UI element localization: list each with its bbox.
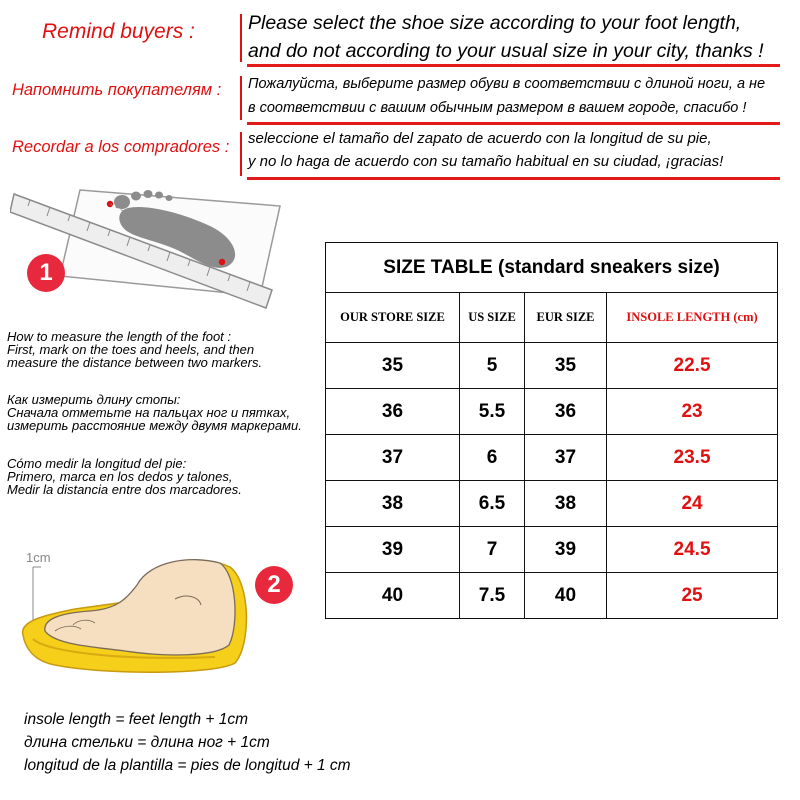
instruction-es-line1: Primero, marca en los dedos y talones, bbox=[7, 469, 233, 484]
store-size-cell: 40 bbox=[326, 573, 460, 619]
table-row bbox=[326, 573, 778, 619]
instruction-es-line2: Medir la distancia entre dos marcadores. bbox=[7, 482, 242, 497]
instructions-es bbox=[7, 457, 242, 496]
us-size-cell: 6.5 bbox=[460, 481, 525, 527]
notice-en-line1: Please select the shoe size according to your foot length, bbox=[248, 12, 742, 34]
instruction-ru-title: Как измерить длину стопы: bbox=[7, 392, 181, 407]
separator-en bbox=[240, 14, 242, 62]
store-size-cell: 39 bbox=[326, 527, 460, 573]
table-row bbox=[326, 389, 778, 435]
instructions-en bbox=[7, 330, 262, 369]
measure-1cm-label: 1cm bbox=[26, 550, 51, 565]
eur-size-cell: 36 bbox=[525, 389, 607, 435]
us-size-cell: 7.5 bbox=[460, 573, 525, 619]
notice-ru-line2: в соответствии с вашим обычным размером в вашем городе, спасибо ! bbox=[248, 100, 747, 116]
notice-ru-line1: Пожалуйста, выберите размер обуви в соответствии с длиной ноги, а не bbox=[248, 76, 766, 92]
table-row bbox=[326, 527, 778, 573]
separator-es bbox=[240, 132, 242, 176]
foot-insole-image bbox=[15, 545, 255, 680]
foot-ruler-image bbox=[10, 178, 290, 318]
instruction-en-line1: First, mark on the toes and heels, and then bbox=[7, 342, 255, 357]
instruction-ru-line2: измерить расстояние между двумя маркерами. bbox=[7, 418, 302, 433]
instruction-en-title: How to measure the length of the foot : bbox=[7, 329, 232, 344]
us-size-cell: 6 bbox=[460, 435, 525, 481]
foot bbox=[45, 560, 235, 655]
header-us-size: US SIZE bbox=[460, 293, 525, 343]
step-1-badge: 1 bbox=[27, 254, 65, 292]
insole-length-cell: 23.5 bbox=[607, 435, 778, 481]
remind-label-es: Recordar a los compradores : bbox=[12, 138, 230, 156]
formula-en: insole length = feet length + 1cm bbox=[24, 711, 249, 728]
foot-insole-illustration bbox=[15, 545, 255, 680]
remind-label-en: Remind buyers : bbox=[42, 20, 195, 43]
insole-length-cell: 23 bbox=[607, 389, 778, 435]
us-size-cell: 7 bbox=[460, 527, 525, 573]
eur-size-cell: 40 bbox=[525, 573, 607, 619]
table-row bbox=[326, 435, 778, 481]
header-insole-length: INSOLE LENGTH (cm) bbox=[607, 293, 778, 343]
underline-ru bbox=[247, 122, 780, 125]
underline-es bbox=[247, 177, 780, 180]
store-size-cell: 37 bbox=[326, 435, 460, 481]
header-eur-size: EUR SIZE bbox=[525, 293, 607, 343]
foot-ruler-illustration bbox=[10, 178, 290, 318]
eur-size-cell: 38 bbox=[525, 481, 607, 527]
insole-length-cell: 25 bbox=[607, 573, 778, 619]
remind-label-ru: Напомнить покупателям : bbox=[12, 81, 222, 99]
table-row bbox=[326, 343, 778, 389]
eur-size-cell: 37 bbox=[525, 435, 607, 481]
instruction-en-line2: measure the distance between two markers. bbox=[7, 355, 263, 370]
separator-ru bbox=[240, 76, 242, 120]
insole-length-cell: 22.5 bbox=[607, 343, 778, 389]
insole-length-cell: 24.5 bbox=[607, 527, 778, 573]
store-size-cell: 36 bbox=[326, 389, 460, 435]
formula-ru: длина стельки = длина ног + 1cm bbox=[24, 734, 270, 751]
instruction-ru-line1: Сначала отметьте на пальцах ног и пятках, bbox=[7, 405, 291, 420]
header-store-size: OUR STORE SIZE bbox=[326, 293, 460, 343]
table-header-row bbox=[326, 293, 778, 343]
notice-es-line1: seleccione el tamaño del zapato de acuerdo con la longitud de su pie, bbox=[248, 130, 712, 147]
table-title-row bbox=[326, 243, 778, 293]
us-size-cell: 5 bbox=[460, 343, 525, 389]
size-table bbox=[325, 242, 778, 619]
insole-length-cell: 24 bbox=[607, 481, 778, 527]
store-size-cell: 38 bbox=[326, 481, 460, 527]
instruction-es-title: Cómo medir la longitud del pie: bbox=[7, 456, 187, 471]
step-2-badge: 2 bbox=[255, 566, 293, 604]
formula-es: longitud de la plantilla = pies de longitud + 1 cm bbox=[24, 757, 351, 774]
table-row bbox=[326, 481, 778, 527]
us-size-cell: 5.5 bbox=[460, 389, 525, 435]
store-size-cell: 35 bbox=[326, 343, 460, 389]
eur-size-cell: 35 bbox=[525, 343, 607, 389]
underline-en bbox=[247, 64, 780, 67]
formula-section bbox=[24, 708, 351, 777]
instructions-ru bbox=[7, 393, 302, 432]
eur-size-cell: 39 bbox=[525, 527, 607, 573]
table-title: SIZE TABLE (standard sneakers size) bbox=[326, 243, 778, 293]
notice-es-line2: y no lo haga de acuerdo con su tamaño habitual en su ciudad, ¡gracias! bbox=[248, 153, 724, 170]
notice-en-line2: and do not according to your usual size in your city, thanks ! bbox=[248, 40, 764, 62]
